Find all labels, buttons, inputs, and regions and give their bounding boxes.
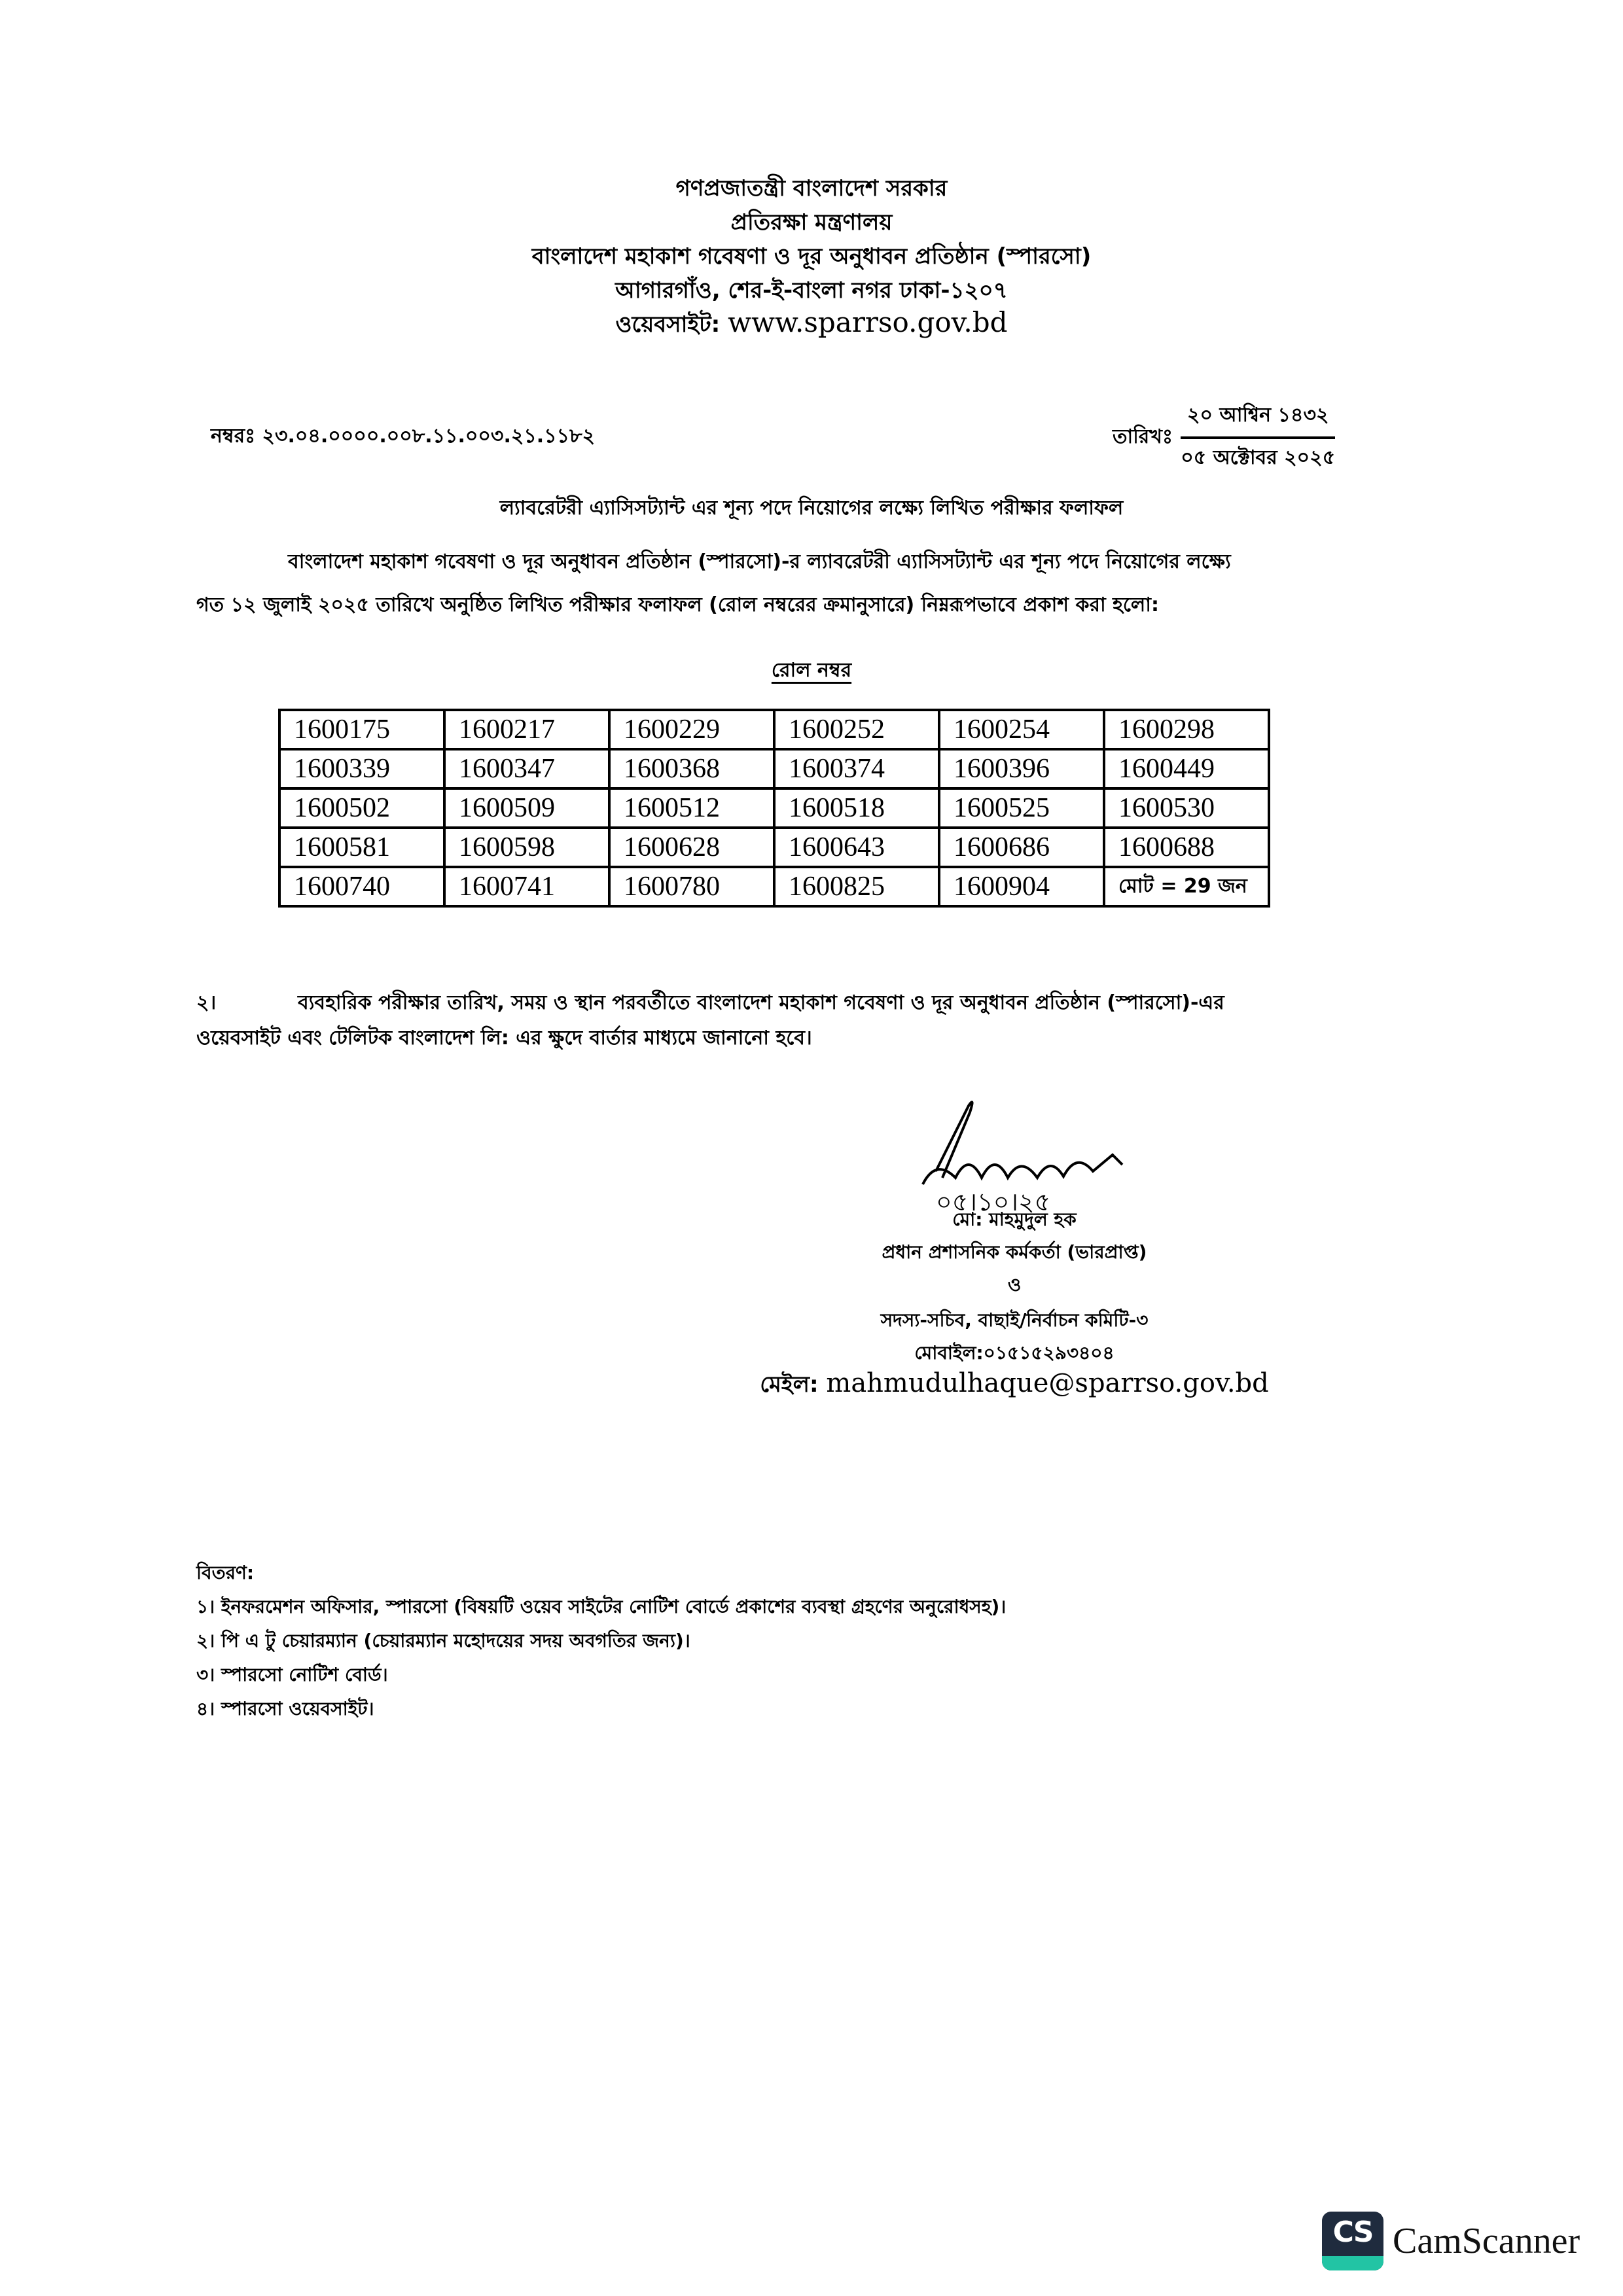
government-title: গণপ্রজাতন্ত্রী বাংলাদেশ সরকার <box>675 175 948 202</box>
roll-cell: 1600252 <box>774 710 939 749</box>
roll-cell: 1600741 <box>444 867 609 906</box>
roll-cell: 1600509 <box>444 788 609 828</box>
body-para1-line1: বাংলাদেশ মহাকাশ গবেষণা ও দূর অনুধাবন প্রতিষ্ঠান (স্পারসো)-র ল্যাবরেটরী এ্যাসিসট্যান্ট এর শূন্য পদে নিয়োগের লক্ষ্যে <box>288 550 1231 573</box>
date-fraction <box>1181 399 1335 475</box>
roll-cell: 1600740 <box>279 867 444 906</box>
table-row <box>279 749 1269 788</box>
total-count-cell: মোট = 29 জন <box>1104 867 1269 906</box>
roll-cell: 1600530 <box>1104 788 1269 828</box>
roll-cell: 1600688 <box>1104 828 1269 867</box>
distribution-title: বিতরণ: <box>196 1562 255 1583</box>
distribution-item: ৪। স্পারসো ওয়েবসাইট। <box>196 1698 374 1720</box>
signer-name: মো: মাহমুদুল হক <box>952 1209 1077 1230</box>
camscanner-label: CamScanner <box>1393 2221 1580 2261</box>
distribution-item: ১। ইনফরমেশন অফিসার, স্পারসো (বিষয়টি ওয়েব সাইটের নোটিশ বোর্ডে প্রকাশের ব্যবস্থা গ্রহণের অনুরোধসহ)। <box>196 1596 1007 1617</box>
handwritten-signature-icon <box>897 1086 1171 1217</box>
roll-number-title: রোল নম্বর <box>771 659 852 682</box>
signer-email-link[interactable]: mahmudulhaque@sparrso.gov.bd <box>826 1368 1269 1398</box>
roll-cell: 1600598 <box>444 828 609 867</box>
roll-cell: 1600254 <box>939 710 1104 749</box>
roll-cell: 1600518 <box>774 788 939 828</box>
roll-cell: 1600525 <box>939 788 1104 828</box>
signature-date: ০৫।১০।২৫ <box>936 1188 1051 1216</box>
body-para2-line2: ওয়েবসাইট এবং টেলিটক বাংলাদেশ লি: এর ক্ষুদে বার্তার মাধ্যমে জানানো হবে। <box>196 1027 812 1050</box>
signer-conjunction: ও <box>1007 1274 1022 1296</box>
signer-email-line <box>720 1368 1309 1405</box>
roll-cell: 1600628 <box>609 828 774 867</box>
body-para1-line2: গত ১২ জুলাই ২০২৫ তারিখে অনুষ্ঠিত লিখিত পরীক্ষার ফলাফল (রোল নম্বরের ক্রমানুসারে) নিম্নরূপভাবে প্রকাশ করা হলো: <box>196 593 1159 616</box>
date-label: তারিখঃ <box>1113 425 1173 448</box>
address-line: আগারগাঁও, শের-ই-বাংলা নগর ঢাকা-১২০৭ <box>615 277 1008 304</box>
roll-cell: 1600643 <box>774 828 939 867</box>
memo-number: নম্বরঃ ২৩.০৪.০০০০.০০৮.১১.০০৩.২১.১১৮২ <box>211 425 596 448</box>
roll-cell: 1600374 <box>774 749 939 788</box>
body-para2-number: ২। <box>196 991 217 1014</box>
table-row <box>279 828 1269 867</box>
camscanner-watermark <box>1322 2212 1580 2270</box>
roll-cell: 1600581 <box>279 828 444 867</box>
roll-cell: 1600298 <box>1104 710 1269 749</box>
ministry-title: প্রতিরক্ষা মন্ত্রণালয় <box>730 209 893 236</box>
signer-mobile: মোবাইল:০১৫১৫২৯৩৪০৪ <box>914 1342 1115 1364</box>
distribution-item: ৩। স্পারসো নোটিশ বোর্ড। <box>196 1664 388 1686</box>
email-label: মেইল: <box>760 1371 819 1398</box>
table-row <box>279 867 1269 906</box>
roll-cell: 1600339 <box>279 749 444 788</box>
roll-cell: 1600368 <box>609 749 774 788</box>
camscanner-logo-icon: CS <box>1322 2212 1383 2270</box>
roll-cell: 1600780 <box>609 867 774 906</box>
roll-cell: 1600229 <box>609 710 774 749</box>
website-link[interactable]: www.sparrso.gov.bd <box>728 306 1008 338</box>
memo-date <box>1113 399 1335 475</box>
roll-cell: 1600904 <box>939 867 1104 906</box>
distribution-item: ২। পি এ টু চেয়ারম্যান (চেয়ারম্যান মহোদয়ের সদয় অবগতির জন্য)। <box>196 1630 690 1651</box>
roll-cell: 1600502 <box>279 788 444 828</box>
table-row <box>279 710 1269 749</box>
roll-cell: 1600175 <box>279 710 444 749</box>
subject-heading: ল্যাবরেটরী এ্যাসিসট্যান্ট এর শূন্য পদে নিয়োগের লক্ষ্যে লিখিত পরীক্ষার ফলাফল <box>499 497 1124 520</box>
roll-cell: 1600825 <box>774 867 939 906</box>
roll-number-table <box>278 709 1270 908</box>
roll-cell: 1600217 <box>444 710 609 749</box>
roll-cell: 1600686 <box>939 828 1104 867</box>
roll-cell: 1600396 <box>939 749 1104 788</box>
date-bangla: ২০ আশ্বিন ১৪৩২ <box>1181 399 1335 439</box>
date-gregorian: ০৫ অক্টোবর ২০২৫ <box>1181 446 1336 469</box>
table-row <box>279 788 1269 828</box>
organization-title: বাংলাদেশ মহাকাশ গবেষণা ও দূর অনুধাবন প্রতিষ্ঠান (স্পারসো) <box>531 243 1092 270</box>
website-label: ওয়েবসাইট: <box>615 311 721 338</box>
roll-cell: 1600347 <box>444 749 609 788</box>
signer-committee-role: সদস্য-সচিব, বাছাই/নির্বাচন কমিটি-৩ <box>880 1309 1149 1331</box>
body-para2-line1: ব্যবহারিক পরীক্ষার তারিখ, সময় ও স্থান পরবর্তীতে বাংলাদেশ মহাকাশ গবেষণা ও দূর অনুধাবন প্রতিষ্ঠান (স্পারসো)-এর <box>298 991 1224 1014</box>
signer-title: প্রধান প্রশাসনিক কর্মকর্তা (ভারপ্রাপ্ত) <box>882 1241 1147 1263</box>
roll-cell: 1600449 <box>1104 749 1269 788</box>
website-line <box>0 306 1623 345</box>
roll-cell: 1600512 <box>609 788 774 828</box>
